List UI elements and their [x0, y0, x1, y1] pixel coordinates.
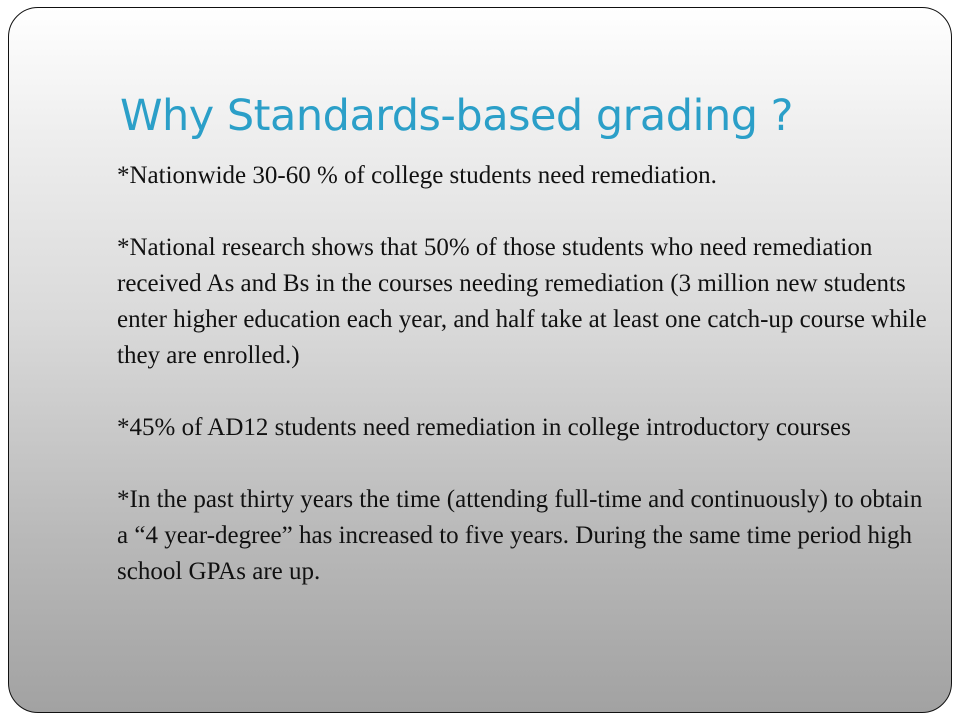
slide: [8, 7, 952, 713]
slide-title: Why Standards-based grading ?: [120, 91, 793, 141]
bullet-nationwide-remediation: *Nationwide 30-60 % of college students need remediation.: [117, 162, 717, 189]
bullet-degree-time: *In the past thirty years the time (attending full-time and continuously) to obtain a “4 year-degree” has increased to five years. During the same time period high school GPAs are up.: [117, 486, 923, 585]
bullet-national-research: *National research shows that 50% of those students who need remediation received As and Bs in the courses needing remediation (3 million new students enter higher education each year, and half take at least one catch-up course while they are enrolled.): [117, 234, 927, 369]
bullet-ad12-students: *45% of AD12 students need remediation in college introductory courses: [117, 414, 851, 441]
slide-body: [117, 158, 937, 590]
